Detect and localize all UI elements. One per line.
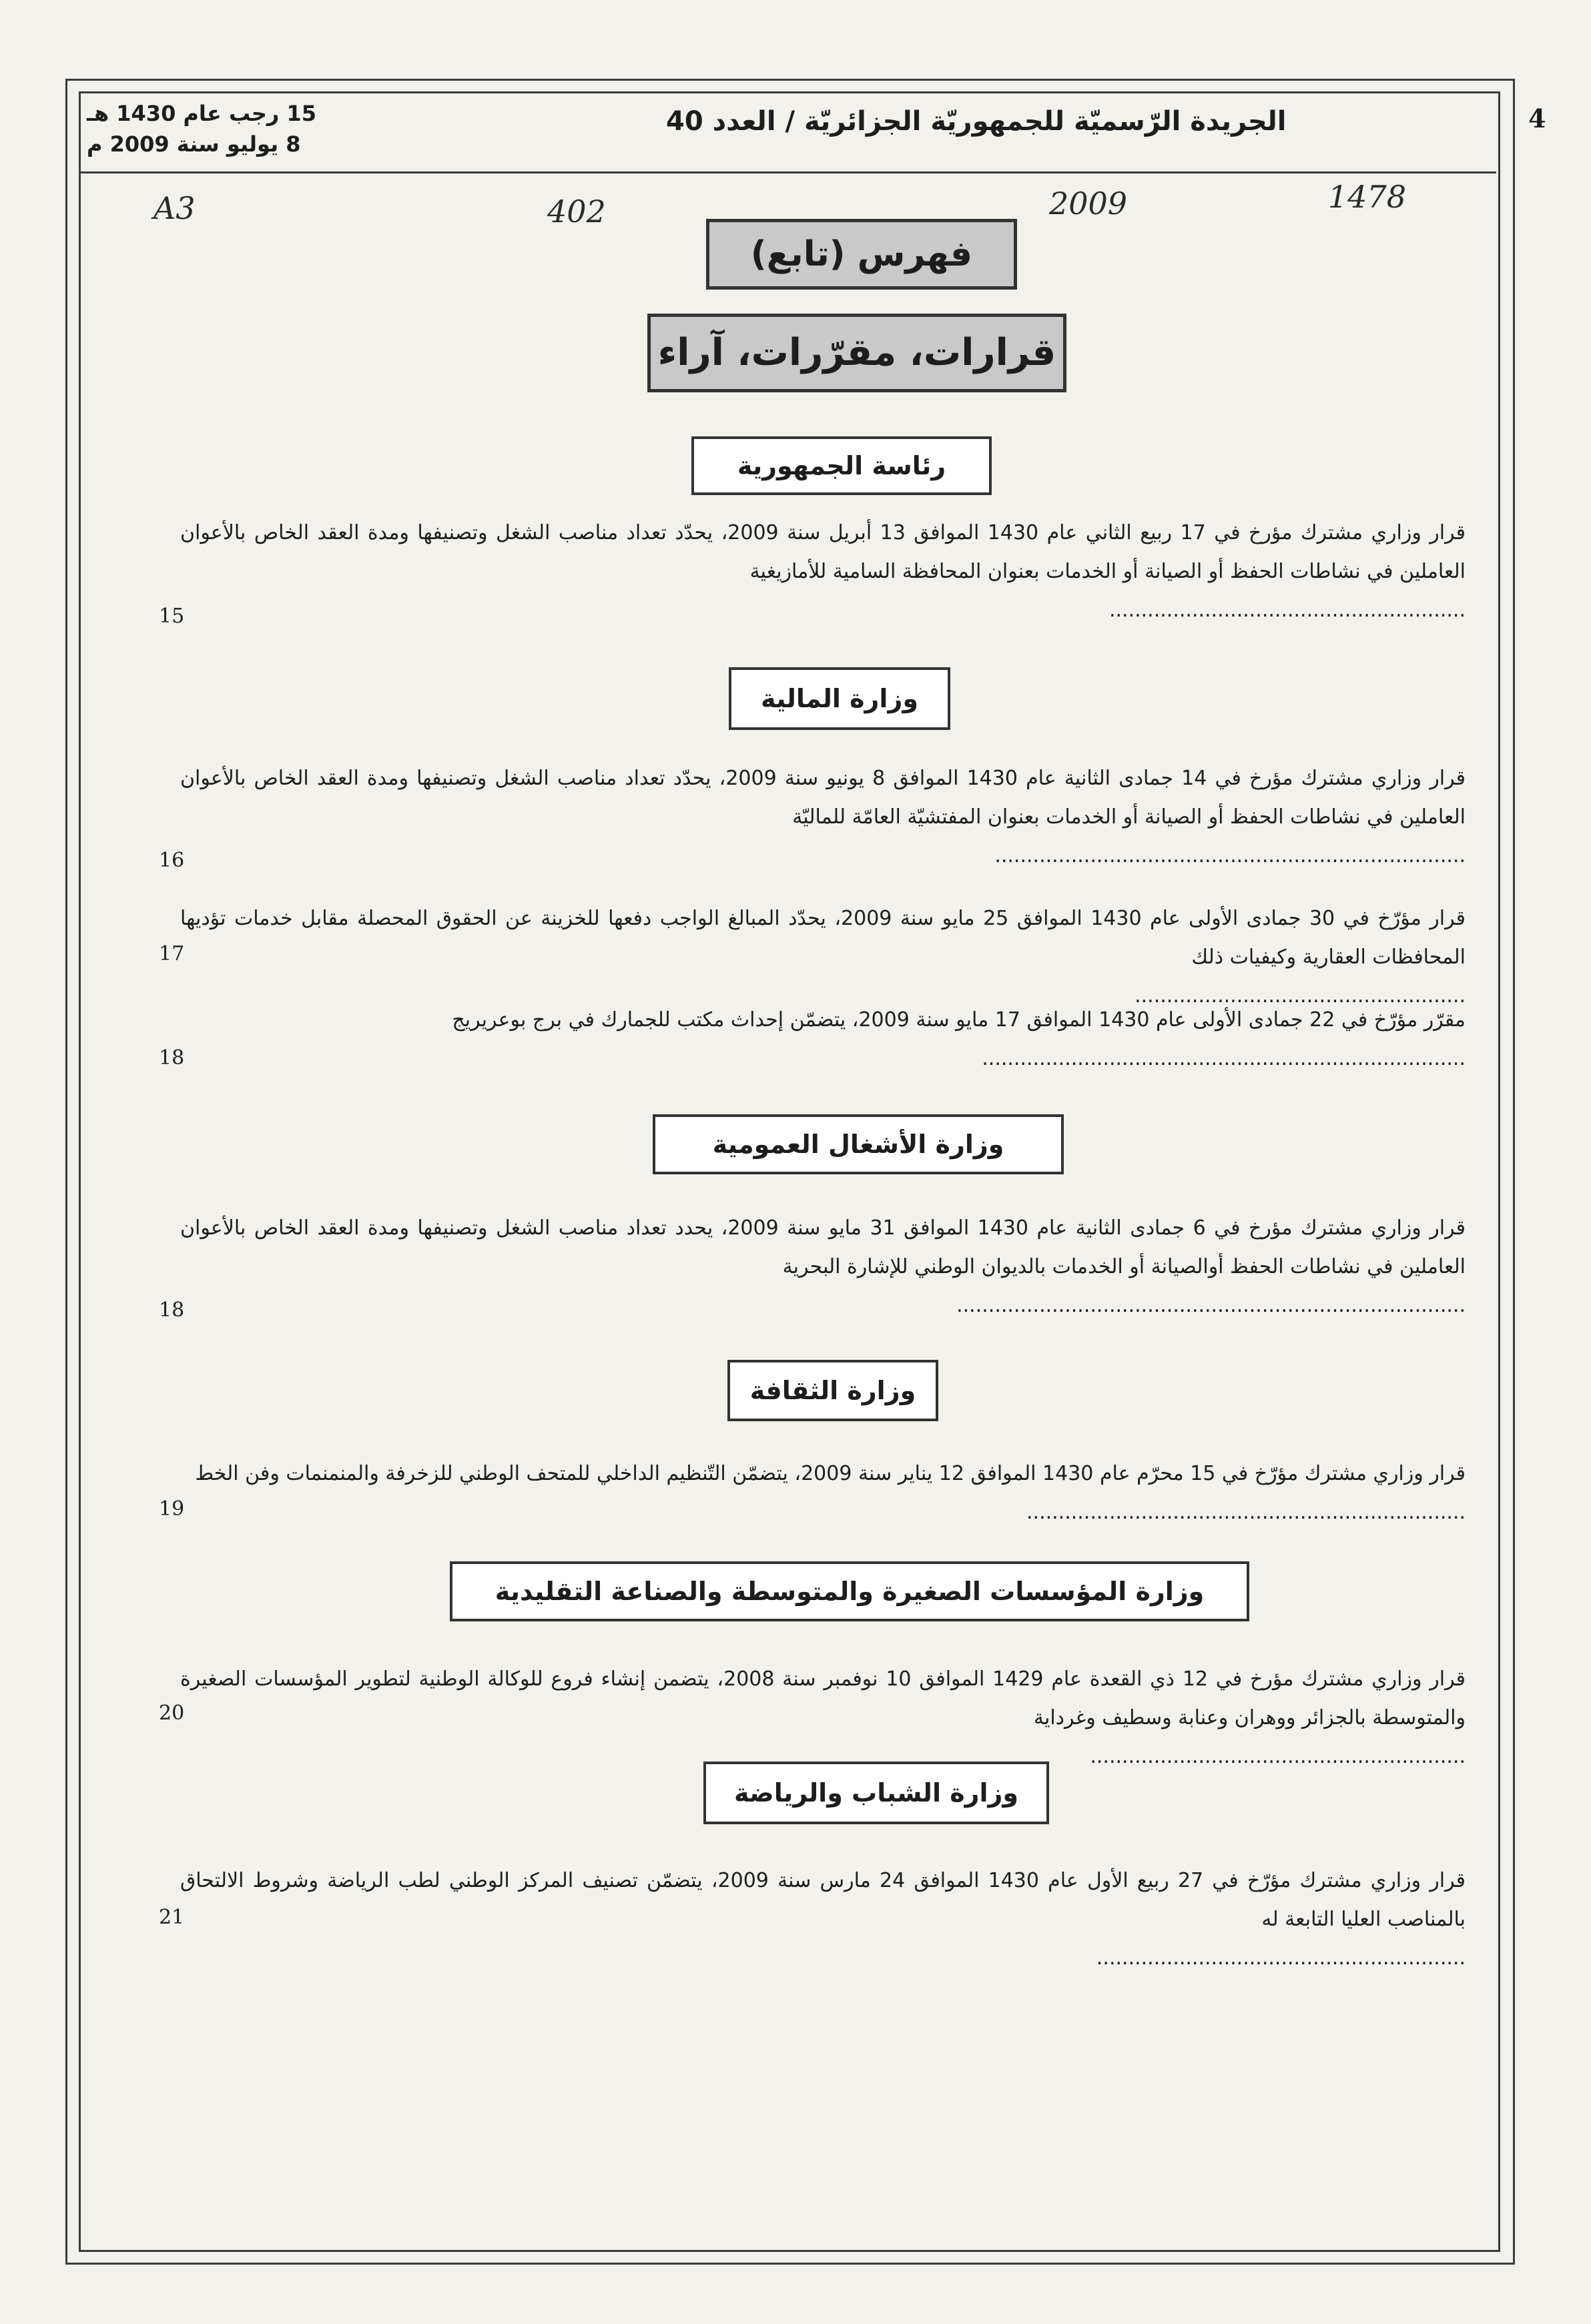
entry-finance-3: مقرّر مؤرّخ في 22 جمادى الأولى عام 1430 الموافق 17 مايو سنة 2009، يتضمّن إحداث مكتب للجمارك في برج بوعريريج ............................................................................ (180, 1001, 1466, 1078)
entry-finance-1: قرار وزاري مشترك مؤرخ في 14 جمادى الثانية عام 1430 الموافق 8 يونيو سنة 2009، يحدّد تعداد مناصب الشغل وتصنيفها ومدة العقد الخاص بالأعوان العاملين في نشاطات الحفظ أو الصيانة أو الخدمات بعنوان المفتشيّة العامّة للماليّة .......................................................................... (180, 759, 1466, 875)
heading-public-works: وزارة الأشغال العمومية (653, 1114, 1064, 1174)
entry-leader: .......................................................................... (994, 844, 1466, 867)
entry-leader: ..................................................................... (1026, 1501, 1466, 1524)
entry-presidency-1: قرار وزاري مشترك مؤرخ في 17 ربيع الثاني عام 1430 الموافق 13 أبريل سنة 2009، يحدّد تعداد مناصب الشغل وتصنيفها ومدة العقد الخاص بالأعوان العاملين في نشاطات الحفظ أو الصيانة أو الخدمات بعنوان المحافظة السامية للأمازيغية ........................................................ (180, 514, 1466, 630)
entry-leader: ............................................................................ (982, 1047, 1466, 1070)
entry-leader: .................................................... (1135, 984, 1466, 1008)
entry-page: 20 (159, 1701, 185, 1725)
entry-leader: ................................................................................ (956, 1294, 1466, 1317)
section-title: قرارات، مقرّرات، آراء (647, 314, 1066, 392)
heading-finance: وزارة المالية (729, 667, 950, 730)
entry-page: 17 (159, 942, 185, 965)
entry-page: 18 (159, 1046, 185, 1070)
handwritten-note-402: 402 (547, 193, 606, 230)
entry-page: 19 (159, 1497, 185, 1521)
date-gregorian: 8 يوليو سنة 2009 م (87, 131, 301, 157)
entry-culture-1: قرار وزاري مشترك مؤرّخ في 15 محرّم عام 1430 الموافق 12 يناير سنة 2009، يتضمّن التّنظيم الداخلي للمتحف الوطني للزخرفة والمنمنمات وفن الخط ..................................................................... (180, 1455, 1466, 1532)
date-hijri: 15 رجب عام 1430 هـ (87, 101, 316, 126)
entry-leader: .......................................................... (1096, 1946, 1466, 1970)
journal-title: الجريدة الرّسميّة للجمهوريّة الجزائريّة / العدد 40 (666, 106, 1287, 137)
page-number: 4 (1528, 103, 1546, 133)
entry-page: 18 (159, 1298, 185, 1322)
entry-smes-1: قرار وزاري مشترك مؤرخ في 12 ذي القعدة عام 1429 الموافق 10 نوفمبر سنة 2008، يتضمن إنشاء فروع للوكالة الوطنية لتطوير المؤسسات الصغيرة والمتوسطة بالجزائر ووهران وعنابة وسطيف وغرداية ........................................................... (180, 1660, 1466, 1776)
index-title: فهرس (تابع) (706, 219, 1017, 290)
entry-youth-sports-1: قرار وزاري مشترك مؤرّخ في 27 ربيع الأول عام 1430 الموافق 24 مارس سنة 2009، يتضمّن تصنيف المركز الوطني لطب الرياضة وشروط الالتحاق بالمناصب العليا التابعة له .......................................................... (180, 1862, 1466, 1978)
entry-page: 15 (159, 605, 185, 628)
handwritten-note-1478: 1478 (1328, 179, 1407, 215)
entry-page: 16 (159, 849, 185, 872)
entry-finance-2: قرار مؤرّخ في 30 جمادى الأولى عام 1430 الموافق 25 مايو سنة 2009، يحدّد المبالغ الواجب دفعها للخزينة عن الحقوق المحصلة مقابل خدمات تؤديها المحافظات العقارية وكيفيات ذلك .................................................... (180, 899, 1466, 1016)
entry-public-works-1: قرار وزاري مشترك مؤرخ في 6 جمادى الثانية عام 1430 الموافق 31 مايو سنة 2009، يحدد تعداد مناصب الشغل وتصنيفها ومدة العقد الخاص بالأعوان العاملين في نشاطات الحفظ أوالصيانة أو الخدمات بالديوان الوطني للإشارة البحرية ................................................................................ (180, 1209, 1466, 1325)
page-header (79, 91, 1546, 173)
entry-page: 21 (159, 1906, 185, 1929)
heading-culture: وزارة الثقافة (727, 1360, 938, 1421)
heading-smes-handicrafts: وزارة المؤسسات الصغيرة والمتوسطة والصناعة التقليدية (450, 1561, 1249, 1621)
handwritten-note-2009: 2009 (1049, 185, 1128, 222)
heading-presidency: رئاسة الجمهورية (691, 436, 992, 495)
heading-youth-sports: وزارة الشباب والرياضة (703, 1762, 1049, 1824)
entry-leader: ........................................................... (1090, 1745, 1466, 1768)
entry-leader: ........................................................ (1108, 599, 1466, 622)
handwritten-note-a3: A3 (153, 190, 196, 226)
